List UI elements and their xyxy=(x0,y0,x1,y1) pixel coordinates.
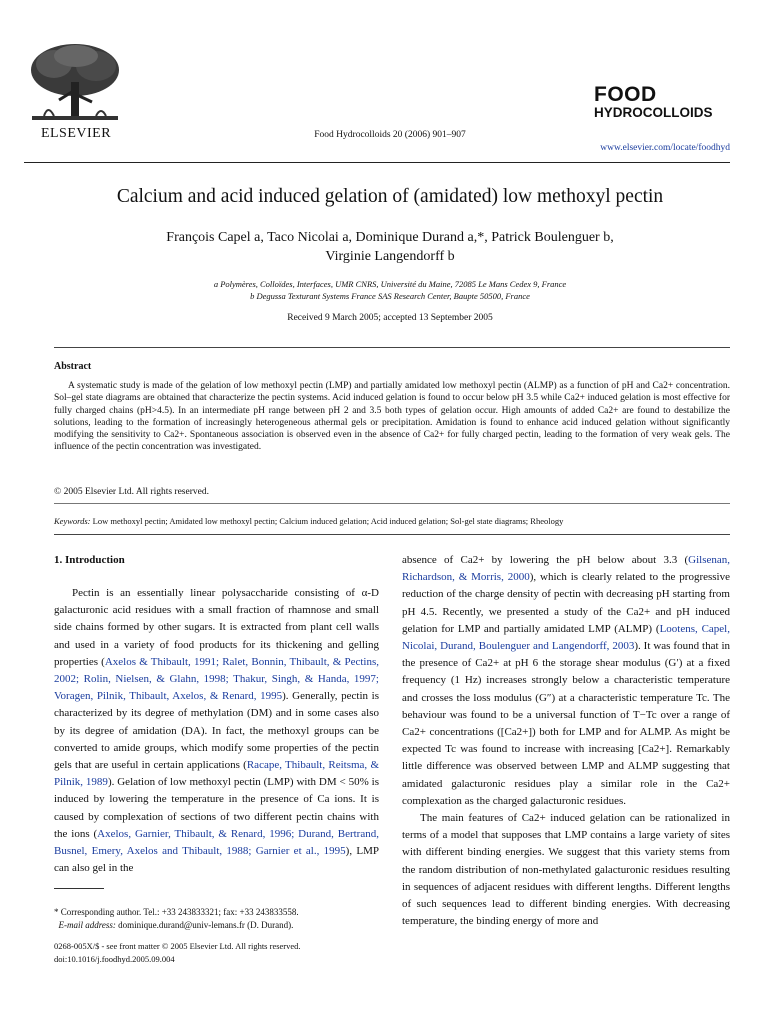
publisher-name: ELSEVIER xyxy=(40,126,112,141)
issn-line: 0268-005X/$ - see front matter © 2005 Elsevier Ltd. All rights reserved. xyxy=(54,941,301,951)
citation-link[interactable]: Racape, Thibault, Reitsma, & Pilnik, 1989 xyxy=(54,759,380,789)
text-run: Pectin is an essentially linear polysaccharide consisting of α-D galacturonic acid residues with a small fraction of rhamnose and small side chains formed by other sugars. It is extracted from plant cell walls and used in a variety of food products for its thickening and gelling properties ( xyxy=(54,587,379,668)
header-rule xyxy=(24,162,730,163)
author-line-2: Virginie Langendorff b xyxy=(325,249,455,264)
elsevier-tree-logo xyxy=(24,40,126,140)
citation-link[interactable]: Axelos & Thibault, 1991; Ralet, Bonnin, Thibault, & Pectins, 2002; Rolin, Nielsen, & Glahn, 1998; Thakur, Singh, & Handa, 1997; Voragen, Pilnik, Thibault, Axelos, & Renard, 1995 xyxy=(54,655,379,703)
right-column xyxy=(402,552,730,930)
journal-brand xyxy=(594,84,734,120)
left-column xyxy=(54,585,379,877)
corresponding-footnote xyxy=(54,906,379,932)
keywords-bottom-rule xyxy=(54,534,730,535)
citation-link[interactable]: Lootens, Capel, Nicolai, Durand, Boulenguer and Langendorff, 2003 xyxy=(402,622,730,653)
front-matter xyxy=(54,940,379,966)
keywords-label: Keywords: xyxy=(54,516,91,526)
email-label: E-mail address: xyxy=(58,920,116,930)
affiliation-b: b Degussa Texturant Systems France SAS Research Center, Baupte 50500, France xyxy=(250,291,530,301)
journal-citation: Food Hydrocolloids 20 (2006) 901–907 xyxy=(314,130,466,140)
intro-paragraph-1 xyxy=(54,585,379,877)
email-line xyxy=(54,919,379,932)
affiliations xyxy=(90,278,690,302)
brand-line-hydrocolloids: HYDROCOLLOIDS xyxy=(594,105,713,120)
keywords-text: Low methoxyl pectin; Amidated low methoxyl pectin; Calcium induced gelation; Acid induced gelation; Sol-gel state diagrams; Rheology xyxy=(92,516,564,526)
abstract-text: A systematic study is made of the gelation of low methoxyl pectin (LMP) and partially amidated low methoxyl pectin (ALMP) as a function of pH and Ca2+ concentration. Sol–gel state diagrams are obtained that characterize the pectin systems. Acid induced gelation is found to occur below pH 3.5 while Ca2+ induced gelation is most effective for fully charged chains (pH>4.5). In an intermediate pH range between pH 2 and 3.5 both types of gelation occur. High amounts of added Ca2+ are found to destabilize the solutions, leading to the formation of increasingly heterogeneous athermal gels or precipitation. Amidation is found to enhance acid induced gelation without significantly modifying the sensitivity to Ca2+. Spontaneous association is observed even in the absence of Ca2+ for fully charged pectin, leading to the formation of very weak gels. The influence of the pectin concentration was investigated. xyxy=(54,381,730,453)
keywords-line xyxy=(54,516,730,526)
text-run: absence of Ca2+ by lowering the pH below about 3.3 ( xyxy=(402,554,689,566)
text-run: ). Generally, pectin is characterized by its degree of methylation (DM) and in some cases also by its degree of amidation (DA). In fact, the methoxyl groups can be converted to amide groups, which modify some properties of the pectin gels that are useful in certain applications ( xyxy=(54,690,379,772)
article-title: Calcium and acid induced gelation of (amidated) low methoxyl pectin xyxy=(116,186,664,207)
citation-link[interactable]: Axelos, Garnier, Thibault, & Renard, 1996; Durand, Bertrand, Busnel, Emery, Axelos and Thibault, 1988; Garnier et al., 1995 xyxy=(54,827,379,858)
received-dates: Received 9 March 2005; accepted 13 September 2005 xyxy=(287,313,493,323)
abstract-top-rule xyxy=(54,347,730,348)
keywords-top-rule xyxy=(54,503,730,504)
section-heading-introduction: 1. Introduction xyxy=(54,554,125,566)
text-run: ), which is clearly related to the progressive reduction of the charge density of pectin with decreasing pH starting from pH 4.5. Recently, we presented a study of the Ca2+ and pH induced gelation for LMP and partially amidated LMP (ALMP) ( xyxy=(402,571,730,635)
text-run: ). It was found that in the presence of Ca2+ at pH 6 the storage shear modulus (G′) at a fixed frequency (1 Hz) increases strongly below a characteristic temperature and crosses the loss modulus (G″) at a characteristic temperature Tc. The behaviour was found to be a universal function of T−Tc over a range of Ca2+ concentrations ([Ca2+]) both for LMP and for ALMP. As might be expected Tc was found to increase with increasing [Ca2+]. Remarkably little difference was observed between LMP and ALMP suggesting that amidated galacturonic residues play a similar role in the Ca2+ complexation as the charged galacturonic residues. xyxy=(402,640,731,807)
abstract-copyright: © 2005 Elsevier Ltd. All rights reserved. xyxy=(54,487,209,497)
abstract-body xyxy=(54,380,730,454)
abstract-heading: Abstract xyxy=(54,361,92,372)
citation-link[interactable]: Gilsenan, Richardson, & Morris, 2000 xyxy=(402,554,730,584)
text-run: ). Gelation of low methoxyl pectin (LMP) with DM < 50% is induced by lowering the temperature in the presence of Ca ions. It is caused by complexation of sections of two different pectin chains with the ions ( xyxy=(54,776,380,840)
corresponding-author-line: * Corresponding author. Tel.: +33 243833321; fax: +33 243833558. xyxy=(54,907,299,917)
author-line-1: François Capel a, Taco Nicolai a, Dominique Durand a,*, Patrick Boulenguer b, xyxy=(166,230,614,245)
author-list xyxy=(90,228,690,266)
doi-line[interactable]: doi:10.1016/j.foodhyd.2005.09.004 xyxy=(54,954,175,964)
affiliation-a: a Polymères, Colloïdes, Interfaces, UMR CNRS, Université du Maine, 72085 Le Mans Cedex 9, France xyxy=(213,279,567,289)
email-address[interactable]: dominique.durand@univ-lemans.fr (D. Durand). xyxy=(118,920,294,930)
brand-line-food: FOOD xyxy=(594,83,657,106)
intro-paragraph-2: The main features of Ca2+ induced gelation can be rationalized in terms of a model that supposes that LMP contains a large variety of sites with different binding energies. We suggest that this variety stems from the random distribution of non-methylated galacturonic residues resulting in sequences of adjacent residues with different lengths. Different lengths of such sequences lead to different binding energies. With decreasing temperature, the binding energy of more and xyxy=(402,812,730,928)
intro-paragraph-1-cont xyxy=(402,552,730,810)
journal-url-link[interactable]: www.elsevier.com/locate/foodhyd xyxy=(600,143,730,153)
footnote-rule xyxy=(54,888,104,889)
text-run: ), LMP can also gel in the xyxy=(54,845,380,875)
